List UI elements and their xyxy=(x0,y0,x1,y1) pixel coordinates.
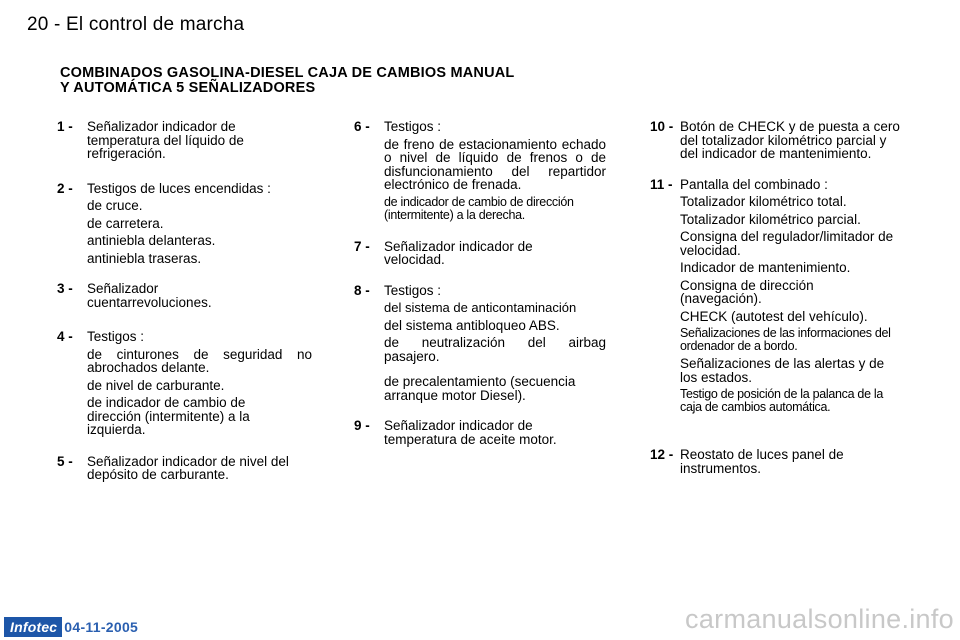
infotec-logo: Infotec xyxy=(4,617,62,637)
item-subline: de indicador de cambio de dirección (intermitente) a la derecha. xyxy=(384,194,574,222)
item-8 xyxy=(354,284,606,403)
item-10 xyxy=(650,120,905,161)
item-text: Señalizador indicador de temperatura de aceite motor. xyxy=(384,418,557,447)
item-number: 2 - xyxy=(57,180,73,196)
item-subline: Testigo de posición de la palanca de la caja de cambios automática. xyxy=(680,387,884,414)
item-text: Testigos : xyxy=(384,119,442,134)
page-header xyxy=(27,14,244,36)
item-number: 6 - xyxy=(354,119,370,134)
item-text: Pantalla del combinado : xyxy=(680,176,828,192)
print-date: 04-11-2005 xyxy=(64,619,139,635)
item-subline: de nivel de carburante. xyxy=(87,377,225,393)
item-2 xyxy=(57,182,312,266)
item-subline: antiniebla traseras. xyxy=(87,250,202,266)
item-text: Señalizador indicador de velocidad. xyxy=(384,238,533,267)
item-number: 1 - xyxy=(57,119,73,134)
title-line-1: COMBINADOS GASOLINA-DIESEL CAJA DE CAMBIOS MANUAL xyxy=(60,65,515,81)
item-6 xyxy=(354,120,606,222)
item-text: Señalizador indicador de nivel del depósito de carburante. xyxy=(87,453,289,482)
item-number: 8 - xyxy=(354,282,370,298)
item-number: 12 - xyxy=(650,447,674,462)
item-7 xyxy=(354,240,606,267)
item-number: 10 - xyxy=(650,119,674,134)
item-subline: antiniebla delanteras. xyxy=(87,233,216,248)
item-number: 11 - xyxy=(650,176,673,192)
document-title xyxy=(60,66,514,96)
item-text: Señalizador cuentarrevoluciones. xyxy=(87,281,212,310)
item-subline: de neutralización del airbag pasajero. xyxy=(384,335,606,364)
item-subline: Consigna del regulador/limitador de velocidad. xyxy=(680,229,894,258)
item-subline: de precalentamiento (secuencia arranque motor Diesel). xyxy=(384,374,576,403)
item-5 xyxy=(57,455,312,482)
item-subline: de freno de estacionamiento echado o nivel de líquido de frenos o de disfuncionamiento del repartidor electrónico de frenada. xyxy=(384,136,606,192)
item-subline: Señalizaciones de las alertas y de los estados. xyxy=(680,356,885,385)
item-subline: de cruce. xyxy=(87,198,143,213)
item-subline: de carretera. xyxy=(87,215,164,231)
item-number: 4 - xyxy=(57,329,73,344)
page-number: 20 xyxy=(27,14,49,35)
item-1 xyxy=(57,120,312,161)
column-right xyxy=(650,120,905,479)
item-3 xyxy=(57,282,312,309)
item-subline: Consigna de dirección (navegación). xyxy=(680,277,814,306)
item-text: Testigos : xyxy=(384,282,442,298)
item-subline: del sistema de anticontaminación xyxy=(384,300,577,315)
column-left xyxy=(57,120,312,486)
item-number: 3 - xyxy=(57,281,73,296)
item-subline: Indicador de mantenimiento. xyxy=(680,260,851,275)
footer xyxy=(4,617,138,637)
item-text: Testigos : xyxy=(87,329,145,344)
title-line-2: Y AUTOMÁTICA 5 SEÑALIZADORES xyxy=(60,80,316,96)
item-11 xyxy=(650,178,905,415)
item-number: 5 - xyxy=(57,453,73,469)
item-subline: Totalizador kilométrico total. xyxy=(680,194,847,209)
item-number: 7 - xyxy=(354,238,370,254)
item-subline: de indicador de cambio de dirección (intermitente) a la izquierda. xyxy=(87,395,250,437)
item-12 xyxy=(650,448,905,475)
item-subline: Totalizador kilométrico parcial. xyxy=(680,211,861,227)
item-subline: Señalizaciones de las informaciones del ordenador de a bordo. xyxy=(680,326,891,353)
item-text: Reostato de luces panel de instrumentos. xyxy=(680,447,844,476)
section-title: El control de marcha xyxy=(66,14,245,35)
item-subline: CHECK (autotest del vehículo). xyxy=(680,308,868,324)
column-middle xyxy=(354,120,606,450)
item-text: Testigos de luces encendidas : xyxy=(87,180,271,196)
item-text: Botón de CHECK y de puesta a cero del totalizador kilométrico parcial y del indicador de mantenimiento. xyxy=(680,119,900,161)
item-subline: del sistema antibloqueo ABS. xyxy=(384,317,560,333)
header-separator: - xyxy=(54,14,61,35)
item-9 xyxy=(354,419,606,446)
item-number: 9 - xyxy=(354,418,370,433)
item-4 xyxy=(57,330,312,437)
item-subline: de cinturones de seguridad no abrochados delante. xyxy=(87,346,312,375)
watermark: carmanualsonline.info xyxy=(685,604,954,634)
item-text: Señalizador indicador de temperatura del líquido de refrigeración. xyxy=(87,119,244,161)
